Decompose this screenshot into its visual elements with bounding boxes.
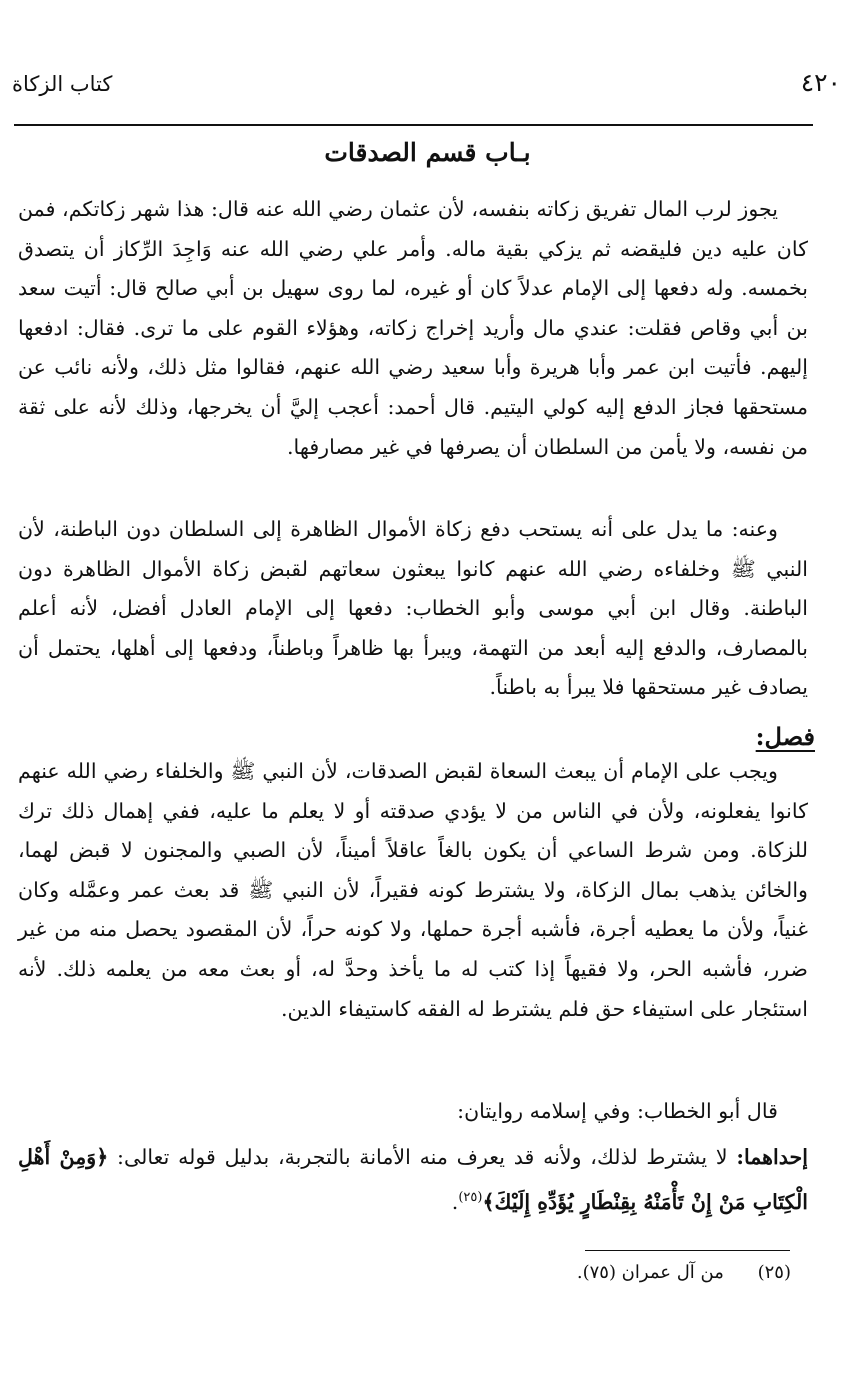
footnote — [577, 1262, 791, 1283]
running-header — [12, 68, 841, 108]
paragraph-5 — [18, 1138, 808, 1222]
footnote-reference[interactable]: (٢٥) — [458, 1189, 483, 1205]
paragraph-1: يجوز لرب المال تفريق زكاته بنفسه، لأن عثمان رضي الله عنه قال: هذا شهر زكاتكم، فمن كان عليه دين فليقضه ثم يزكي بقية ماله. وأمر علي رضي الله عنه وَاجِدَ الرِّكاز أن يتصدق بخمسه. وله دفعها إلى الإمام عدلاً كان أو غيره، لما روى سهيل بن أبي صالح قال: أتيت سعد بن أبي وقاص فقلت: عندي مال وأريد إخراج زكاته، وهؤلاء القوم على ما ترى. فقال: ادفعها إليهم. فأتيت ابن عمر وأبا هريرة وأبا سعيد رضي الله عنهم، فقالوا مثل ذلك، ولأنه نائب عن مستحقها فجاز الدفع إليه كولي اليتيم. قال أحمد: أعجب إليَّ أن يخرجها، وذلك لأنه على ثقة من نفسه، ولا يأمن من السلطان أن يصرفها في غير مصارفها. — [18, 197, 808, 459]
quran-verse: ﴿وَمِنْ أَهْلِ الْكِتَابِ مَنْ إِنْ تَأْمَنْهُ بِقِنْطَارٍ يُؤَدِّهِ إِلَيْكَ﴾ — [18, 1145, 808, 1214]
header-divider — [14, 124, 813, 126]
paragraph-2: وعنه: ما يدل على أنه يستحب دفع زكاة الأموال الظاهرة إلى السلطان دون الباطنة، لأن النبي ﷺ وخلفاءه رضي الله عنهم كانوا يبعثون سعاتهم لقبض زكاة الأموال الظاهرة دون الباطنة. وقال ابن أبي موسى وأبو الخطاب: دفعها إلى الإمام العادل أفضل، لأنه أعلم بالمصارف، والدفع إليه أبعد من التهمة، ويبرأ بها ظاهراً وباطناً، ودفعها إلى أهلها، يحتمل أن يصادف غير مستحقها فلا يبرأ به باطناً. — [18, 517, 808, 700]
paragraph-5-end: . — [451, 1189, 459, 1214]
paragraph-3: ويجب على الإمام أن يبعث السعاة لقبض الصدقات، لأن النبي ﷺ والخلفاء رضي الله عنهم كانوا يفعلونه، ولأن في الناس من لا يؤدي صدقته أو لا يعلم ما عليه، ففي إهمال ذلك ترك للزكاة. ومن شرط الساعي أن يكون بالغاً عاقلاً أميناً، لأن الصبي والمجنون لا قبض لهما، والخائن يذهب بمال الزكاة، ولا يشترط كونه فقيراً، لأن النبي ﷺ قد بعث عمر وعمَّله وكان غنياً، ولأن ما يعطيه أجرة، فأشبه أجرة حملها، ولا كونه حراً، لأن المقصود يحصل منه من غير ضرر، فأشبه الحر، ولا فقيهاً إذا كتب له ما يأخذ وحدَّ له، أو بعث معه من يعلمه ذلك. لأنه استئجار على استيفاء حق فلم يشترط له الفقه كاستيفاء الدين. — [18, 759, 808, 1021]
chapter-title: بـاب قسم الصدقات — [324, 138, 531, 167]
section-heading-fasl: فصل: — [755, 722, 815, 751]
running-header-title: كتاب الزكاة — [12, 72, 113, 96]
paragraph-5-lead: إحداهما: — [736, 1145, 809, 1169]
footnote-divider — [585, 1250, 790, 1251]
paragraph-4: قال أبو الخطاب: وفي إسلامه روايتان: — [457, 1099, 778, 1123]
paragraph-5-text: لا يشترط لذلك، ولأنه قد يعرف منه الأمانة بالتجربة، بدليل قوله تعالى: — [117, 1145, 728, 1169]
footnote-text: من آل عمران (٧٥). — [576, 1262, 724, 1283]
page-number: ٤٢٠ — [800, 68, 841, 97]
footnote-number: (٢٥) — [757, 1262, 791, 1283]
